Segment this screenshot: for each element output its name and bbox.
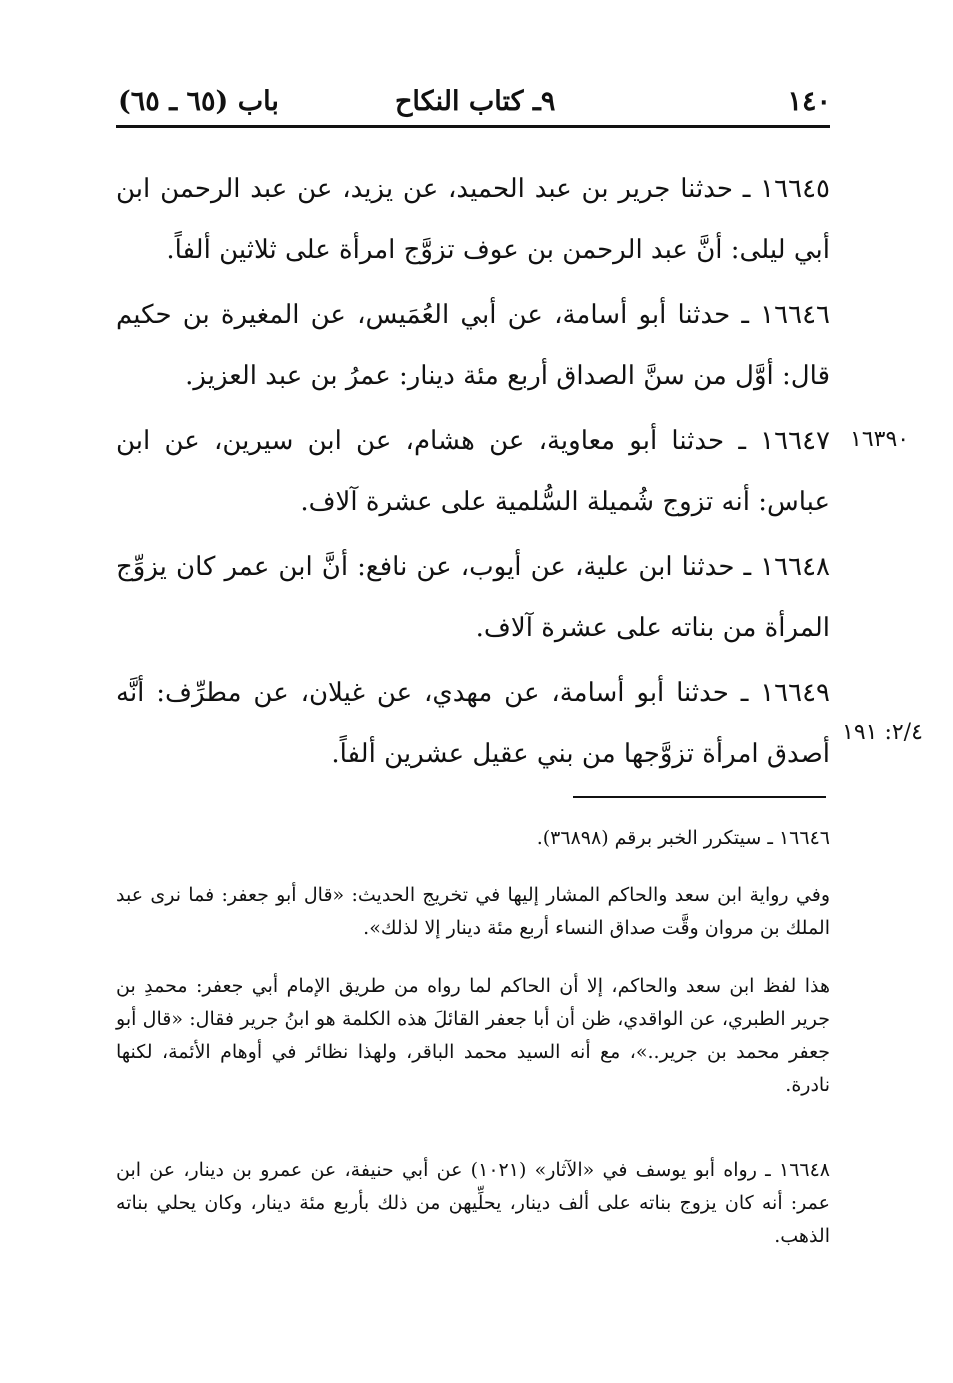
footnote-paragraph: وفي رواية ابن سعد والحاكم المشار إليها في تخريج الحديث: «قال أبو جعفر: فما نرى عبد الملك بن مروان وقَّت صداق النساء أربع مئة دينار إلا لذلك». xyxy=(116,884,830,939)
header-rule xyxy=(116,125,830,128)
hadith-16647: ١٦٦٤٧ ـ حدثنا أبو معاوية، عن هشام، عن ابن سيرين، عن ابن عباس: أنه تزوج شُميلة السُّلمية على عشرة آلاف. xyxy=(116,426,830,517)
chapter-range: باب (٦٥ ـ ٦٥) xyxy=(118,86,279,117)
book-title: ٩ـ كتاب النكاح xyxy=(395,86,556,117)
page-number: ١٤٠ xyxy=(787,86,831,117)
hadith-16645: ١٦٦٤٥ ـ حدثنا جرير بن عبد الحميد، عن يزيد، عن عبد الرحمن ابن أبي ليلى: أنَّ عبد الرحمن بن عوف تزوَّج امرأة على ثلاثين ألفاً. xyxy=(116,174,830,265)
footnote-16648: ١٦٦٤٨ ـ رواه أبو يوسف في «الآثار» (١٠٢١) عن أبي حنيفة، عن عمرو بن دينار، عن ابن عمر: أنه كان يزوج بناته على ألف دينار، يحلِّيهن من ذلك بأربع مئة دينار، وكان يحلي بناته الذهب. xyxy=(116,1159,831,1247)
footnote-16646: ١٦٦٤٦ ـ سيتكرر الخبر برقم (٣٦٨٩٨). xyxy=(536,827,830,849)
hadith-16649: ١٦٦٤٩ ـ حدثنا أبو أسامة، عن مهدي، عن غيلان، عن مطرِّف: أنَّه أصدق امرأة تزوَّجها من بني عقيل عشرين ألفاً. xyxy=(116,678,831,769)
margin-note-cross-reference: ١٦٣٩٠ xyxy=(850,427,910,452)
hadith-16646: ١٦٦٤٦ ـ حدثنا أبو أسامة، عن أبي العُمَيس، عن المغيرة بن حكيم قال: أوَّل من سنَّ الصداق أربع مئة دينار: عمرُ بن عبد العزيز. xyxy=(116,300,830,391)
margin-note-volume-page: ٢/٤: ١٩١ xyxy=(842,720,923,745)
footnote-separator xyxy=(573,796,826,798)
footnote-paragraph: هذا لفظ ابن سعد والحاكم، إلا أن الحاكم لما رواه من طريق الإمام أبي جعفر: محمدِ بن جرير الطبري، عن الواقدي، ظن أن أبا جعفر القائلَ هذه الكلمة هو ابنُ جرير فقال: «قال أبو جعفر محمد بن جرير..»، مع أنه السيد محمد الباقر، ولهذا نظائر في أوهام الأئمة، لكنها نادرة. xyxy=(116,975,830,1096)
hadith-16648: ١٦٦٤٨ ـ حدثنا ابن علية، عن أيوب، عن نافع: أنَّ ابن عمر كان يزوِّج المرأة من بناته على عشرة آلاف. xyxy=(116,552,830,643)
